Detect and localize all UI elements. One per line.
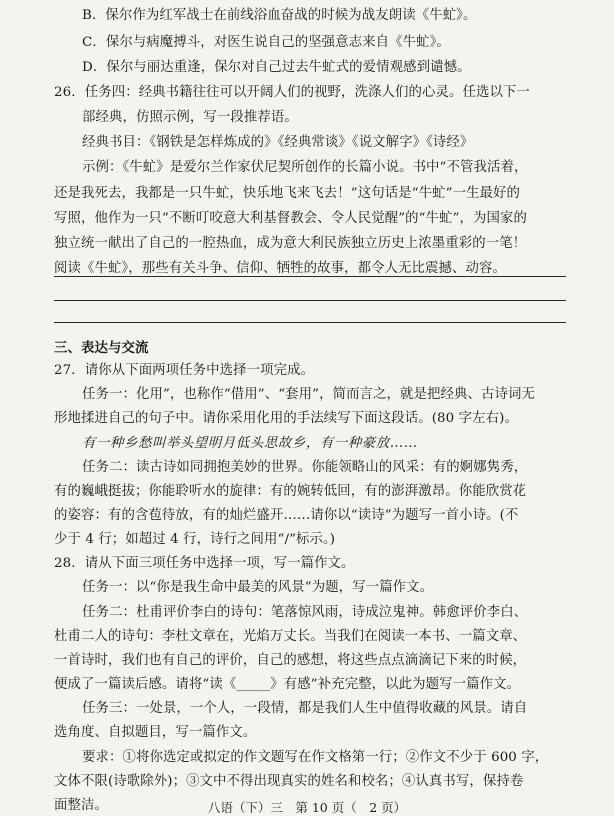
q27-task1-line-2: 形地揉进自己的句子中。请你采用化用的手法续写下面这段话。(80 字左右)。 <box>54 411 518 426</box>
q28-task2-line-2: 杜甫二人的诗句：李杜文章在，光焰万丈长。当我们在阅读一本书、一篇文章、 <box>54 629 527 644</box>
q28-requirements-line-2: 文体不限(诗歌除外)；③文中不得出现真实的姓名和校名；④认真书写，保持卷 <box>54 774 524 789</box>
q26-example-line-3: 写照，他作为一只“不断叮咬意大利基督教会、令人民觉醒”的“牛虻”，为国家的 <box>54 211 527 226</box>
q26-example-line-5: 阅读《牛虻》，那些有关斗争、信仰、牺牲的故事，都令人无比震撼、动容。 <box>54 261 506 276</box>
answer-line-3[interactable] <box>54 322 566 323</box>
q28-task3-line-1: 任务三：一处景，一个人，一段情，都是我们人生中值得收藏的风景。请自 <box>82 701 528 716</box>
q28-intro: 28．请从下面三项任务中选择一项，写一篇作文。 <box>54 556 355 571</box>
q26-example-line-2: 还是我死去，我都是一只牛虻，快乐地飞来飞去！”这句话是“牛虻”一生最好的 <box>54 186 521 201</box>
q25-option-c: C．保尔与病魔搏斗，对医生说自己的坚强意志来自《牛虻》。 <box>82 35 450 50</box>
q28-task2-line-4: 便成了一篇读后感。请将“读《_____》有感”补充完整，以此为题写一篇作文。 <box>54 677 521 692</box>
q28-task1: 任务一：以“你是我生命中最美的风景”为题，写一篇作文。 <box>82 580 434 595</box>
q26-example-line-4: 独立统一献出了自己的一腔热血，成为意大利民族独立历史上浓墨重彩的一笔！ <box>54 236 527 251</box>
answer-line-2[interactable] <box>54 300 566 301</box>
q25-option-b: B．保尔作为红军战士在前线浴血奋战的时候为战友朗读《牛虻》。 <box>82 8 477 23</box>
q28-requirements-line-3: 面整洁。 <box>54 798 108 813</box>
q28-task3-line-2: 选角度、自拟题目，写一篇作文。 <box>54 725 257 740</box>
q27-task1-sample: 有一种乡愁叫举头望明月低头思故乡，有一种豪放…… <box>82 436 418 451</box>
q27-task2-line-3: 的姿容：有的含苞待放，有的灿烂盛开……请你以“读诗”为题写一首小诗。(不 <box>54 508 519 523</box>
q26-prompt-line-1: 26．任务四：经典书籍往往可以开阔人们的视野，洗涤人们的心灵。任选以下一 <box>54 85 530 100</box>
page-footer: 八语（下）三 第 10 页（ 2 页） <box>207 800 407 815</box>
q28-requirements-line-1: 要求：①将你选定或拟定的作文题写在作文格第一行；②作文不少于 600 字， <box>82 750 549 765</box>
q26-prompt-line-2: 部经典，仿照示例，写一段推荐语。 <box>82 110 298 125</box>
section-heading: 三、表达与交流 <box>54 340 149 356</box>
q25-option-d: D．保尔与丽达重逢，保尔对自己过去牛虻式的爱情观感到谴憾。 <box>82 60 471 75</box>
q27-task1-line-1: 任务一：化用”，也称作“借用”、“套用”，简而言之，就是把经典、古诗词无 <box>82 387 535 402</box>
q26-example-line-1: 示例：《牛虻》是爱尔兰作家伏尼契所创作的长篇小说。书中“不管我活着， <box>82 160 528 175</box>
q27-task2-line-1: 任务二：读古诗如同拥抱美妙的世界。你能领略山的风采：有的婀娜隽秀， <box>82 460 528 475</box>
q27-task2-line-2: 有的巍峨挺拔；你能聆听水的旋律：有的婉转低回，有的澎湃激昂。你能欣赏花 <box>54 484 527 499</box>
q27-task2-line-4: 少于 4 行；如超过 4 行，诗行之间用“/”标示。) <box>54 532 336 547</box>
q26-book-list: 经典书目：《钢铁是怎样炼成的》《经典常谈》《说文解字》《诗经》 <box>82 135 474 150</box>
answer-line-1[interactable] <box>54 276 566 277</box>
q28-task2-line-1: 任务二：杜甫评价李白的诗句：笔落惊风雨，诗成泣鬼神。韩愈评价李白、 <box>82 605 528 620</box>
q28-task2-line-3: 一首诗时，我们也有自己的评价，自己的感想，将这些点点滴滴记下来的时候， <box>54 653 527 668</box>
q27-intro: 27．请你从下面两项任务中选择一项完成。 <box>54 363 315 378</box>
